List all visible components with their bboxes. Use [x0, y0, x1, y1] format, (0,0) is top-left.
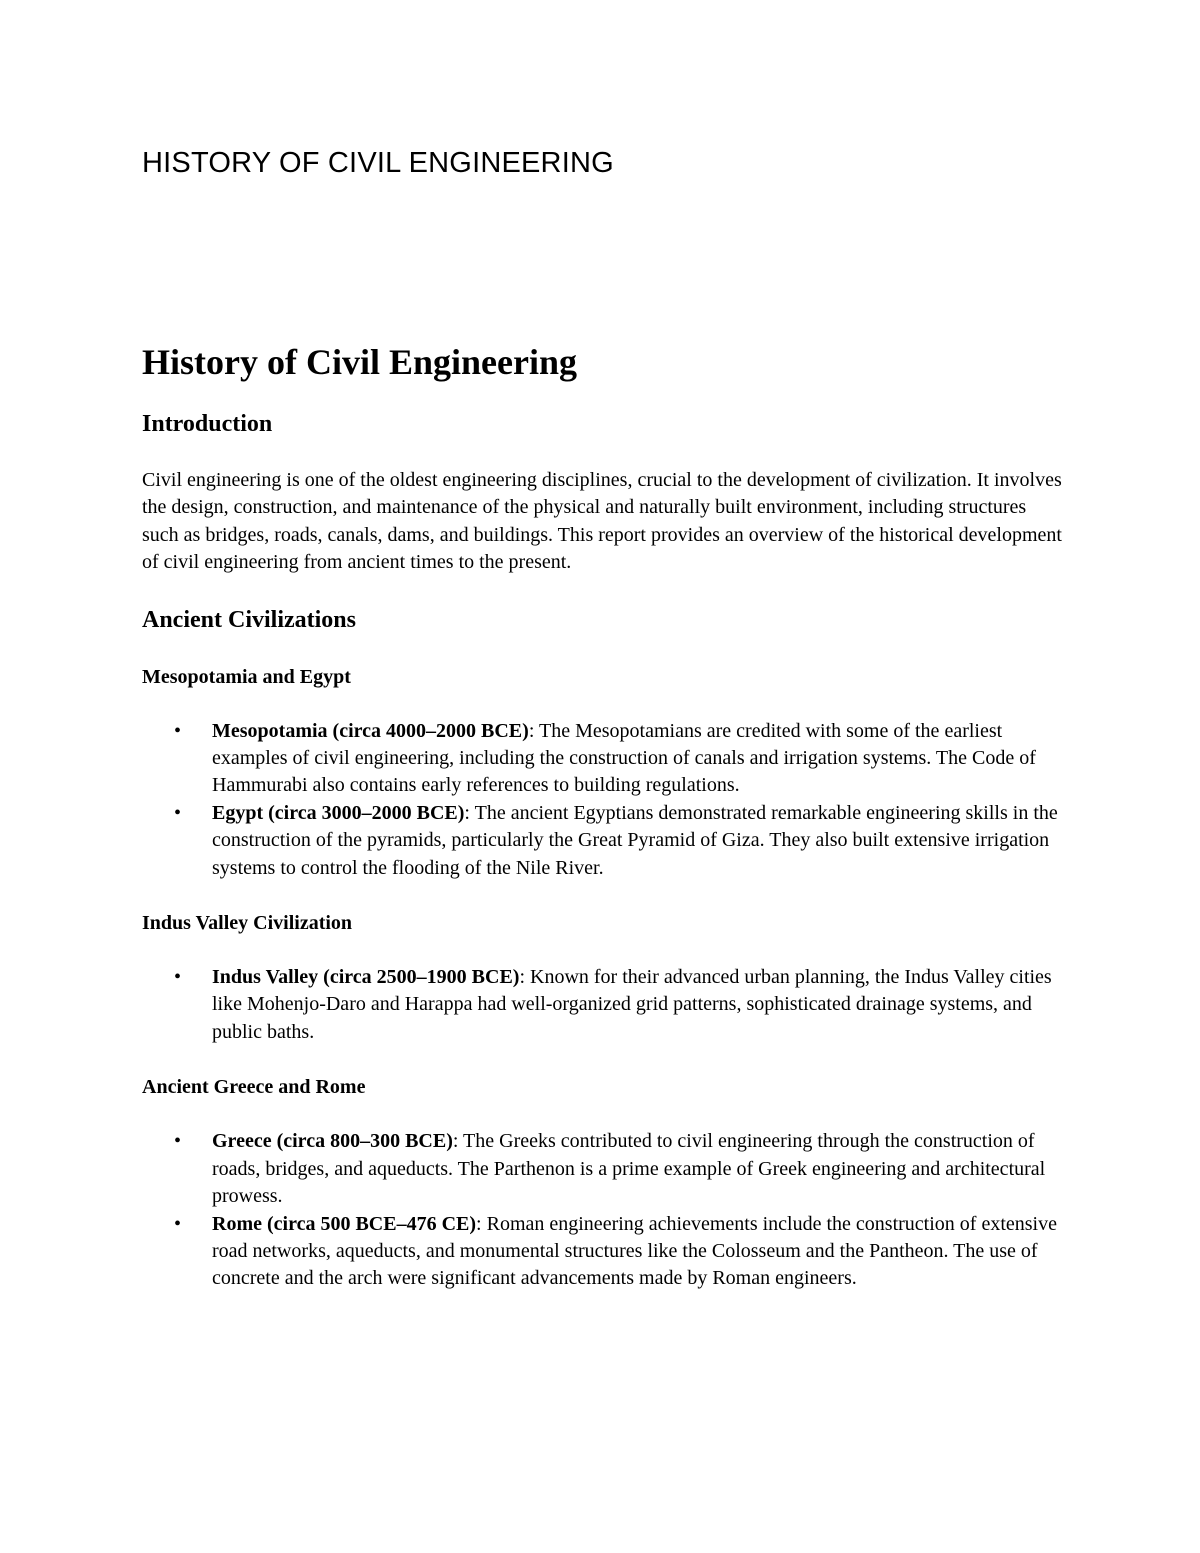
indus-valley-heading: Indus Valley Civilization	[142, 912, 353, 935]
ancient-civilizations-heading: Ancient Civilizations	[142, 606, 356, 633]
list-item	[174, 800, 1062, 882]
list-item-text: : The ancient Egyptians demonstrated remarkable engineering skills in the construction of the pyramids, particularly the Great Pyramid of Giza. They also built extensive irrigation systems to control the flooding of the Nile River.	[212, 801, 1058, 879]
list-item-term: Mesopotamia (circa 4000–2000 BCE)	[212, 719, 529, 742]
introduction-heading: Introduction	[142, 411, 273, 437]
list-item-term: Greece (circa 800–300 BCE)	[212, 1130, 453, 1153]
list-item	[174, 1211, 1062, 1293]
bullet-icon: •	[174, 719, 182, 742]
list-item	[174, 718, 1062, 800]
mesopotamia-egypt-heading: Mesopotamia and Egypt	[142, 665, 351, 688]
list-item-term: Indus Valley (circa 2500–1900 BCE)	[212, 966, 520, 989]
bullet-icon: •	[174, 801, 182, 824]
document-title: History of Civil Engineering	[142, 342, 577, 382]
indus-valley-list	[142, 964, 1062, 1046]
greece-rome-list	[142, 1128, 1062, 1292]
list-item-term: Rome (circa 500 BCE–476 CE)	[212, 1212, 477, 1235]
bullet-icon: •	[174, 966, 182, 989]
document-body	[142, 338, 1062, 1293]
list-item	[174, 1128, 1062, 1210]
list-item	[174, 964, 1062, 1046]
list-item-text: : Known for their advanced urban planning, the Indus Valley cities like Mohenjo-Daro and Harappa had well-organized grid patterns, sophisticated drainage systems, and public baths.	[212, 966, 1052, 1043]
list-item-text: : The Greeks contributed to civil engineering through the construction of roads, bridges, and aqueducts. The Parthenon is a prime example of Greek engineering and architectural prowess.	[212, 1130, 1046, 1208]
bullet-icon: •	[174, 1130, 182, 1153]
list-item-text: : The Mesopotamians are credited with some of the earliest examples of civil engineering, including the construction of canals and irrigation systems. The Code of Hammurabi also contains early references to building regulations.	[212, 719, 1036, 797]
mesopotamia-egypt-list	[142, 718, 1062, 882]
introduction-paragraph: Civil engineering is one of the oldest engineering disciplines, crucial to the development of civilization. It involves the design, construction, and maintenance of the physical and naturally built environment, including structures such as bridges, roads, canals, dams, and buildings. This report provides an overview of the historical development of civil engineering from ancient times to the present.	[142, 469, 1062, 574]
list-item-text: : Roman engineering achievements include the construction of extensive road networks, aqueducts, and monumental structures like the Colosseum and the Pantheon. The use of concrete and the arch were significant advancements made by Roman engineers.	[212, 1212, 1057, 1290]
bullet-icon: •	[174, 1212, 182, 1235]
cover-title: HISTORY OF CIVIL ENGINEERING	[142, 147, 614, 179]
greece-rome-heading: Ancient Greece and Rome	[142, 1076, 366, 1099]
list-item-term: Egypt (circa 3000–2000 BCE)	[212, 801, 465, 824]
